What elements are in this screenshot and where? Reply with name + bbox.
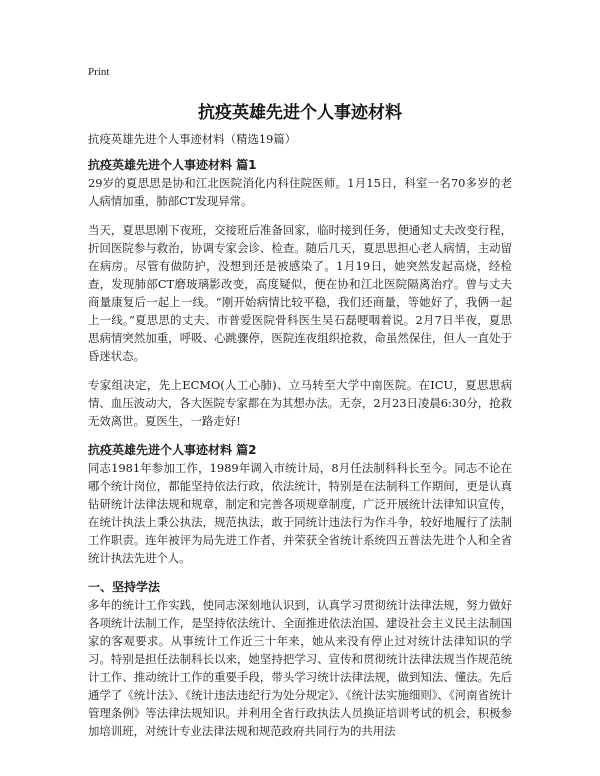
section-heading-2: 抗疫英雄先进个人事迹材料 篇2 [88, 443, 257, 457]
paragraph: 当天，夏思思刚下夜班，交接班后准备回家，临时接到任务，便通知丈夫改变行程，折回医院参与救治，协调专家会诊、检查。随后几天，夏思思担心老人病情，主动留在病房。尽管有做防护，没想到还是被感染了。1月19日，她突然发起高烧，经检查，发现肺部CT磨玻璃影改变，高度疑似，便在协和江北医院隔离治疗。曾与丈夫商量康复后一起上一线。“刚开始病情比较平稳，我们还商量，等她好了，我俩一起上一线。”夏思思的丈夫、市普爱医院骨科医生吴石磊哽咽着说。2月7日半夜，夏思思病情突然加重，呼吸、心跳骤停，医院连夜组织抢救，命虽然保住，但人一直处于昏迷状态。 [88, 223, 512, 363]
document-body [88, 130, 512, 751]
subsection-heading: 一、坚持学法 [88, 580, 161, 594]
print-link[interactable]: Print [88, 66, 110, 78]
paragraph: 同志1981年参加工作，1989年调入市统计局，8月任法制科科长至今。同志不论在哪个统计岗位，都能坚持依法行政，依法统计，特别是在法制科工作期间，更是认真钻研统计法律法规和规章，制定和完善各项规章制度，广泛开展统计法律知识宣传，在统计执法上秉公执法，规范执法，敢于同统计违法行为作斗争，较好地履行了法制工作职责。连年被评为局先进工作者，并荣获全省统计系统四五普法先进个人和全省统计执法先进个人。 [88, 461, 512, 565]
paragraph: 多年的统计工作实践，使同志深刻地认识到，认真学习贯彻统计法律法规，努力做好各项统计法制工作，是坚持依法统计、全面推进依法治国、建设社会主义民主法制国家的客观要求。从事统计工作近三十年来，她从来没有停止过对统计法律知识的学习。特别是担任法制科长以来，她坚持把学习、宣传和贯彻统计法律法规当作规范统计工作、推动统计工作的重要手段，带头学习统计法律法规，做到知法、懂法。先后通学了《统计法》、《统计违法违纪行为处分规定》、《统计法实施细则》、《河南省统计管理条例》等法律法规知识。并利用全省行政执法人员换证培训考试的机会，积极参加培训班，对统计专业法律法规和规范政府共同行为的共用法 [88, 598, 512, 738]
document-title: 抗疫英雄先进个人事迹材料 [198, 103, 402, 123]
section-heading-1: 抗疫英雄先进个人事迹材料 篇1 [88, 158, 257, 172]
document-subtitle: 抗疫英雄先进个人事迹材料（精选19篇） [88, 132, 297, 146]
paragraph: 专家组决定，先上ECMO(人工心肺)、立马转至大学中南医院。在ICU，夏思思病情、血压波动大，各大医院专家都在为其想办法。无奈，2月23日凌晨6:30分，抢救无效离世。夏医生，一路走好! [88, 378, 512, 428]
paragraph: 29岁的夏思思是协和江北医院消化内科住院医师。1月15日，科室一名70多岁的老人病情加重，肺部CT发现异常。 [88, 176, 512, 208]
